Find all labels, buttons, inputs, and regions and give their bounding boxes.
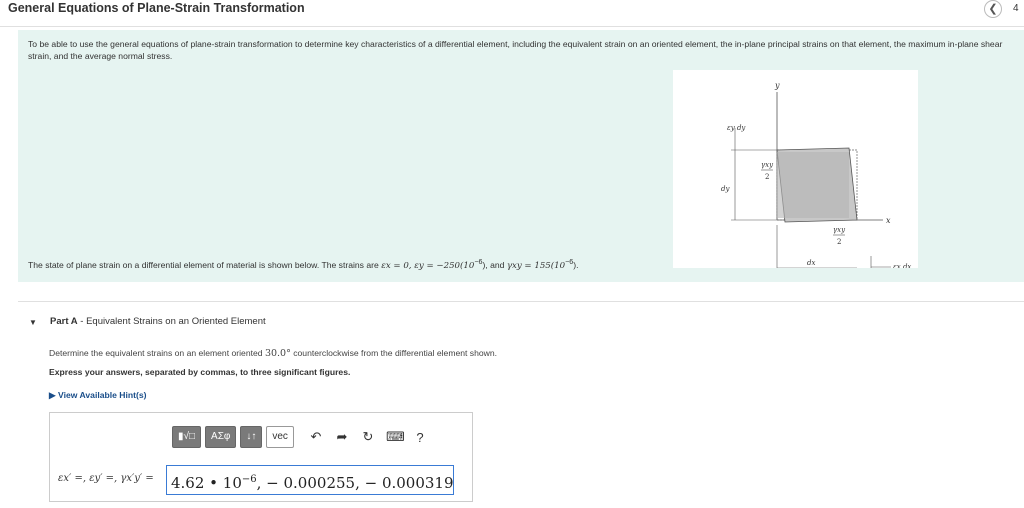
gamma-bottom-two: 2 bbox=[837, 238, 842, 246]
symbols-button[interactable]: ΑΣφ bbox=[205, 426, 236, 448]
back-button[interactable] bbox=[984, 0, 1002, 18]
header-divider bbox=[0, 26, 1024, 27]
answer-label: εx′ =, εy′ =, γx′y′ = bbox=[58, 473, 154, 484]
redo-icon[interactable]: ➦ bbox=[336, 429, 348, 444]
answer-input[interactable]: 4.62 • $10^{-6}$, − 0.000255, − 0.000319 bbox=[166, 465, 454, 495]
dy-label: dy bbox=[721, 185, 730, 193]
templates-button[interactable]: ▮√□ bbox=[172, 426, 201, 448]
gamma-top-two: 2 bbox=[765, 173, 770, 181]
vec-button[interactable]: vec bbox=[266, 426, 294, 448]
dx-label: dx bbox=[807, 259, 816, 267]
chevron-left-icon: ❮ bbox=[988, 3, 998, 15]
question-text: Determine the equivalent strains on an element oriented 30.0° counterclockwise from the differential element shown. bbox=[49, 348, 498, 359]
help-button[interactable]: ? bbox=[416, 429, 424, 445]
page-number: 4 bbox=[1013, 3, 1019, 14]
part-a-header[interactable]: Part A - Equivalent Strains on an Oriented Element bbox=[50, 316, 266, 327]
keyboard-icon[interactable]: ⌨ bbox=[385, 429, 405, 444]
triangle-down-icon[interactable]: ▼ bbox=[29, 318, 37, 327]
angle-value: 30.0° bbox=[264, 348, 291, 359]
intro-description: To be able to use the general equations of plane-strain transformation to determine key characteristics of a differential element, including the equivalent strain on an oriented element, the in-plane principal strains on that element, the maximum in-plane shear strain, and the average normal stress. bbox=[28, 39, 1003, 61]
shaded-face bbox=[777, 152, 849, 218]
gamma-bottom-label: γxy bbox=[833, 226, 846, 234]
strain-element-figure bbox=[673, 70, 918, 268]
ey-dy-label: εy dy bbox=[727, 124, 746, 132]
instruction-text: Express your answers, separated by commas, to three significant figures. bbox=[49, 367, 351, 377]
section-divider bbox=[18, 301, 1024, 302]
intro-panel bbox=[18, 30, 1024, 282]
gamma-top-label: γxy bbox=[761, 161, 774, 169]
reset-icon[interactable]: ↻ bbox=[362, 429, 374, 444]
answer-box bbox=[49, 412, 473, 502]
ex-dx-label: εx dx bbox=[893, 263, 912, 268]
arrows-button[interactable]: ↓↑ bbox=[240, 426, 262, 448]
undo-icon[interactable]: ↶ bbox=[310, 429, 322, 444]
x-axis-label: x bbox=[886, 216, 891, 225]
math-toolbar bbox=[172, 425, 428, 449]
view-hints-link[interactable]: ▶ View Available Hint(s) bbox=[49, 390, 147, 400]
strain-state-text: The state of plane strain on a differential element of material is shown below. The strains are εx = 0, $\varepsilon y = -250(10^{-6})$, and $\gamma xy = 155(10^{-6})$. bbox=[28, 258, 579, 271]
page-title: General Equations of Plane-Strain Transformation bbox=[8, 1, 305, 15]
y-axis-label: y bbox=[775, 81, 780, 90]
triangle-right-icon: ▶ bbox=[49, 390, 56, 400]
